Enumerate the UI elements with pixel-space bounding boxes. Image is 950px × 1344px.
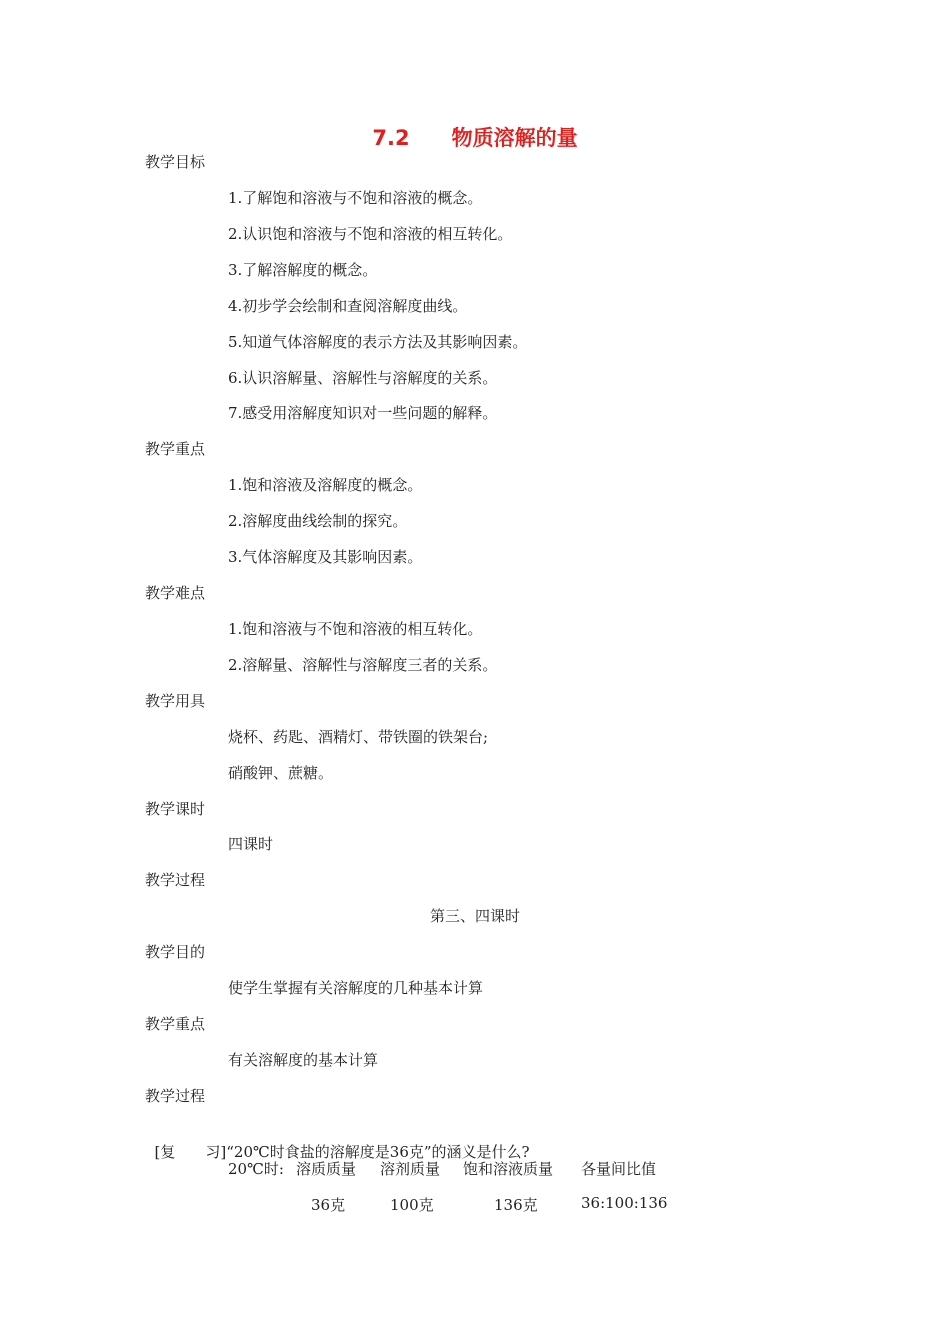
difficulty-item: 2.溶解量、溶解性与溶解度三者的关系。 <box>228 656 498 674</box>
goal-item: 6.认识溶解量、溶解性与溶解度的关系。 <box>228 369 498 387</box>
purpose-heading: 教学目的 <box>145 943 206 961</box>
review-question: “20℃时食盐的溶解度是36克”的涵义是什么? <box>226 1143 530 1161</box>
goal-item: 2.认识饱和溶液与不饱和溶液的相互转化。 <box>228 225 513 243</box>
goal-item: 3.了解溶解度的概念。 <box>228 261 378 279</box>
key-point-item: 1.饱和溶液及溶解度的概念。 <box>228 476 423 494</box>
key-point-item: 2.溶解度曲线绘制的探究。 <box>228 512 408 530</box>
process-heading: 教学过程 <box>145 871 206 889</box>
purpose-value: 使学生掌握有关溶解度的几种基本计算 <box>228 979 484 997</box>
table-cell: 136克 <box>494 1196 538 1214</box>
section-number: 7.2 <box>372 126 410 150</box>
difficulties-heading: 教学难点 <box>145 584 206 602</box>
table-cell: 100克 <box>390 1196 434 1214</box>
table-header: 各量间比值 <box>581 1160 657 1178</box>
key-points-heading: 教学重点 <box>145 440 206 458</box>
tools-heading: 教学用具 <box>145 692 206 710</box>
table-header: 饱和溶液质量 <box>463 1160 554 1178</box>
goal-item: 7.感受用溶解度知识对一些问题的解释。 <box>228 404 498 422</box>
page-title <box>0 122 950 152</box>
tools-item: 烧杯、药匙、酒精灯、带铁圈的铁架台; <box>228 728 489 746</box>
goal-item: 4.初步学会绘制和查阅溶解度曲线。 <box>228 297 468 315</box>
key2-heading: 教学重点 <box>145 1015 206 1033</box>
tools-item: 硝酸钾、蔗糖。 <box>228 764 334 782</box>
table-header: 溶质质量 <box>296 1160 357 1178</box>
goal-item: 5.知道气体溶解度的表示方法及其影响因素。 <box>228 333 528 351</box>
table-prefix: 20℃时: <box>228 1160 284 1178</box>
review-label: [复 习] <box>154 1143 227 1161</box>
section-title: 物质溶解的量 <box>451 126 578 150</box>
key-point-item: 3.气体溶解度及其影响因素。 <box>228 548 423 566</box>
table-header: 溶剂质量 <box>380 1160 441 1178</box>
table-value-row <box>0 1194 950 1214</box>
lesson-title: 第三、四课时 <box>429 907 520 925</box>
hours-value: 四课时 <box>228 835 274 853</box>
table-header-row <box>0 1158 950 1178</box>
review-line <box>145 1122 530 1162</box>
table-cell: 36克 <box>311 1196 346 1214</box>
goals-heading: 教学目标 <box>145 153 206 171</box>
process2-heading: 教学过程 <box>145 1087 206 1105</box>
hours-heading: 教学课时 <box>145 800 206 818</box>
difficulty-item: 1.饱和溶液与不饱和溶液的相互转化。 <box>228 620 483 638</box>
table-cell: 36:100:136 <box>581 1194 668 1212</box>
goal-item: 1.了解饱和溶液与不饱和溶液的概念。 <box>228 189 483 207</box>
key2-value: 有关溶解度的基本计算 <box>228 1051 379 1069</box>
